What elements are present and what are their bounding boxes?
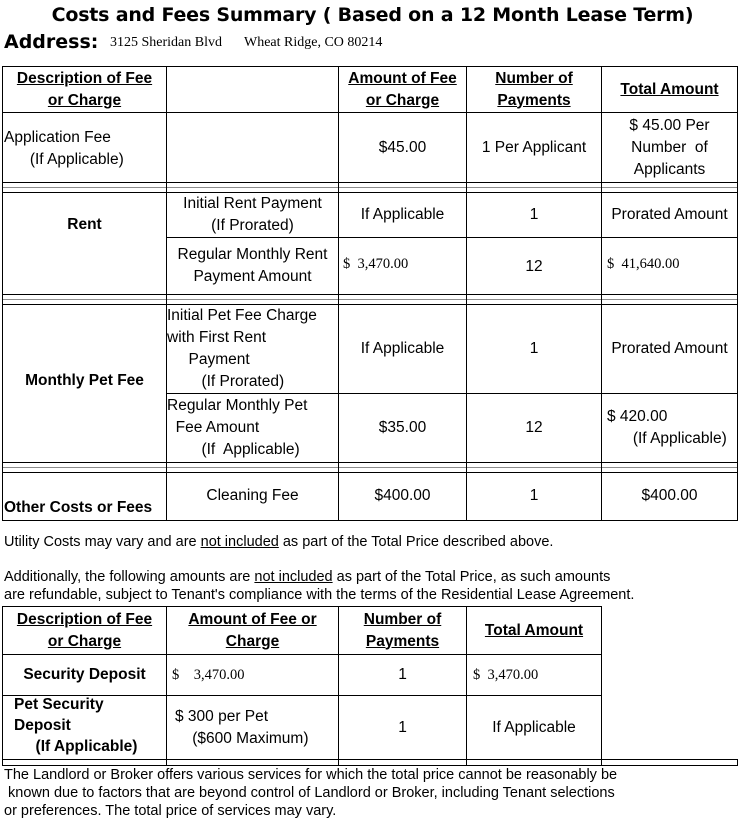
rent-regular-amount: $ 3,470.00	[343, 256, 409, 272]
header-amount: Amount of Fee or Charge	[348, 69, 457, 109]
security-deposit-description: Security Deposit	[23, 666, 146, 683]
utility-note-text: Utility Costs may vary and are	[4, 534, 201, 550]
rent-regular-payments: 12	[525, 258, 543, 275]
other-costs-category: Other Costs or Fees	[4, 499, 153, 516]
cleaning-fee-total: $400.00	[641, 487, 698, 504]
pet-initial-payments: 1	[529, 340, 539, 357]
t2-header-payments: Number of Payments	[363, 610, 442, 650]
pet-regular-amount: $35.00	[378, 419, 427, 436]
cleaning-fee-description: Cleaning Fee	[206, 487, 299, 504]
pet-regular-description: Regular Monthly Pet Fee Amount (If Applicable)	[167, 397, 308, 458]
pet-fee-category: Monthly Pet Fee	[25, 372, 144, 389]
pet-initial-description: Initial Pet Fee Charge with First Rent Payment (If Prorated)	[167, 306, 317, 390]
address-street: 3125 Sheridan Blvd	[110, 35, 222, 50]
pet-security-deposit-description: Pet Security Deposit (If Applicable)	[14, 695, 138, 755]
pet-security-deposit-payments: 1	[398, 718, 407, 736]
application-fee-description: Application Fee (If Applicable)	[4, 128, 124, 168]
t2-header-total: Total Amount	[484, 621, 584, 639]
additional-note-text-end: as part of the Total Price, as such amounts	[332, 569, 611, 585]
header-payments: Number of Payments	[495, 69, 573, 109]
cleaning-fee-amount: $400.00	[374, 487, 431, 504]
footer-note-line3: or preferences. The total price of services may vary.	[4, 803, 337, 819]
pet-regular-payments: 12	[525, 419, 543, 436]
rent-initial-total: Prorated Amount	[611, 206, 728, 223]
rent-regular-total: $ 41,640.00	[607, 256, 680, 272]
rent-category: Rent	[67, 216, 102, 233]
address-label: Address:	[4, 31, 99, 53]
rent-regular-description: Regular Monthly Rent Payment Amount	[177, 246, 328, 285]
utility-note-text-end: as part of the Total Price described above.	[278, 534, 554, 550]
page-title: Costs and Fees Summary ( Based on a 12 Month Lease Term)	[51, 4, 694, 26]
rent-initial-description: Initial Rent Payment (If Prorated)	[183, 195, 322, 234]
security-deposit-payments: 1	[398, 666, 407, 683]
additional-note-text: Additionally, the following amounts are	[4, 569, 255, 585]
header-total: Total Amount	[620, 80, 719, 98]
additional-note	[4, 568, 610, 587]
rent-initial-payments: 1	[529, 206, 539, 223]
pet-regular-total: $ 420.00 (If Applicable)	[607, 408, 727, 447]
security-deposit-total: $ 3,470.00	[473, 667, 539, 683]
utility-note-emphasis: not included	[200, 534, 279, 550]
application-fee-amount: $45.00	[378, 138, 427, 156]
pet-security-deposit-total: If Applicable	[492, 718, 576, 736]
pet-initial-total: Prorated Amount	[611, 340, 728, 357]
pet-security-deposit-amount: $ 300 per Pet ($600 Maximum)	[175, 707, 309, 747]
rent-initial-amount: If Applicable	[360, 206, 445, 223]
utility-note	[4, 533, 553, 552]
security-deposit-amount: $ 3,470.00	[172, 667, 245, 683]
application-fee-total: $ 45.00 Per Number of Applicants	[629, 116, 710, 178]
address-value	[110, 35, 382, 51]
footer-note-line1: The Landlord or Broker offers various services for which the total price cannot be reasonably be	[4, 767, 618, 783]
address-city: Wheat Ridge, CO 80214	[244, 35, 383, 50]
pet-initial-amount: If Applicable	[360, 340, 445, 357]
t2-header-amount: Amount of Fee or Charge	[188, 610, 317, 650]
header-description: Description of Fee or Charge	[16, 69, 153, 109]
t2-header-description: Description of Fee or Charge	[16, 610, 153, 650]
additional-note-line2: are refundable, subject to Tenant's compliance with the terms of the Residential Lease Agreement.	[4, 587, 635, 603]
additional-note-emphasis: not included	[254, 569, 333, 585]
footer-note-line2: known due to factors that are beyond control of Landlord or Broker, including Tenant selections	[4, 785, 615, 801]
application-fee-payments: 1 Per Applicant	[481, 138, 587, 156]
cleaning-fee-payments: 1	[529, 487, 539, 504]
